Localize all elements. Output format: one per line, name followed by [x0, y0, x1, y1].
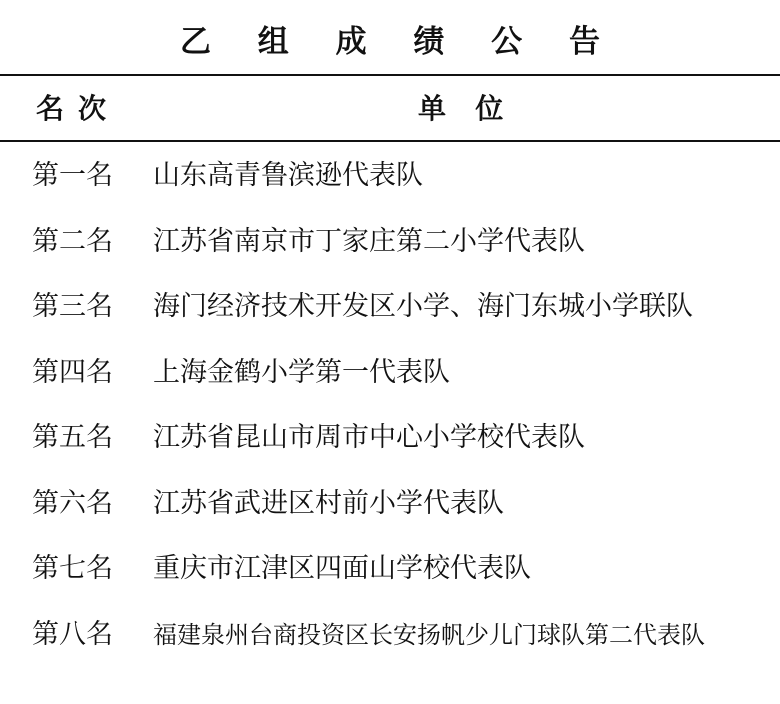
- top-divider: [0, 74, 780, 76]
- rank-label: 第一名: [32, 160, 113, 191]
- rank-column-header: 名次: [36, 92, 121, 125]
- team-name: 江苏省昆山市周市中心小学校代表队: [153, 422, 585, 453]
- result-row: [0, 609, 780, 675]
- rank-label: 第三名: [32, 291, 113, 322]
- team-name: 江苏省南京市丁家庄第二小学代表队: [153, 225, 585, 257]
- result-row: [0, 216, 780, 282]
- result-row: [0, 150, 780, 216]
- team-name: 重庆市江津区四面山学校代表队: [153, 553, 531, 584]
- team-name: 山东高青鲁滨逊代表队: [153, 160, 423, 191]
- result-row: [0, 281, 780, 347]
- rank-label: 第五名: [32, 422, 113, 453]
- header-divider: [0, 140, 780, 142]
- rank-label: 第八名: [32, 618, 113, 650]
- result-row: [0, 347, 780, 413]
- team-name: 福建泉州台商投资区长安扬帆少儿门球队第二代表队: [153, 620, 705, 649]
- team-name: 上海金鹤小学第一代表队: [153, 356, 450, 388]
- results-list: [0, 150, 780, 674]
- result-row: [0, 478, 780, 544]
- result-row: [0, 543, 780, 609]
- rank-label: 第二名: [32, 225, 113, 257]
- team-name: 海门经济技术开发区小学、海门东城小学联队: [153, 291, 693, 322]
- unit-column-header: 单 位: [418, 92, 504, 125]
- rank-label: 第四名: [32, 356, 113, 388]
- rank-label: 第七名: [32, 553, 113, 584]
- team-name: 江苏省武进区村前小学代表队: [153, 487, 504, 519]
- result-row: [0, 412, 780, 478]
- rank-label: 第六名: [32, 487, 113, 519]
- page-title: 乙 组 成 绩 公 告: [180, 24, 618, 60]
